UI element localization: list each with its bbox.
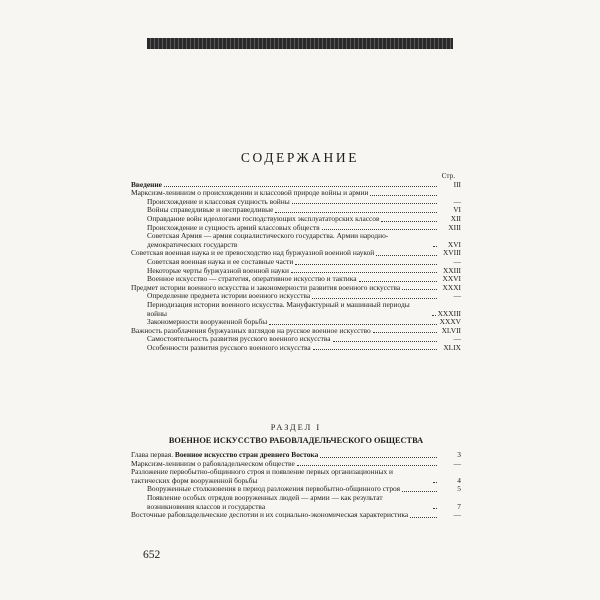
chapter-entry	[131, 511, 461, 520]
contents-entry	[131, 327, 461, 336]
contents-entry-page: XXXV	[439, 317, 461, 327]
leader-dots	[313, 349, 437, 350]
leader-dots	[297, 465, 437, 466]
chapter-entry	[131, 468, 461, 485]
leader-dots	[373, 332, 437, 333]
contents-entry-page: XXXIII	[437, 308, 461, 318]
contents-entry	[131, 232, 461, 249]
contents-entry-page: XVIII	[442, 248, 461, 258]
contents-entry-text: Советская военная наука и ее превосходство над буржуазной военной наукой	[131, 249, 375, 258]
contents-entry-text: Некоторые черты буржуазной военной науки	[147, 266, 289, 275]
contents-entry-text: Происхождение и классовая сущность войны	[147, 197, 290, 206]
contents-entry-text: Марксизм-ленинизм о происхождении и классовой природе войны и армии	[131, 189, 369, 198]
contents-entry	[131, 318, 461, 327]
contents-entry-page: —	[453, 334, 461, 344]
chapter-page: 3	[457, 450, 461, 459]
chapter-entry-text: Марксизм-ленинизм о рабовладельческом обществе	[131, 459, 295, 468]
chapter-entry-page: 5	[457, 484, 461, 494]
chapter-entry-page: 7	[457, 501, 461, 511]
chapter-heading-row	[131, 451, 461, 460]
contents-entry-text: Войны справедливые и несправедливые	[147, 206, 274, 215]
contents-entry-page: XIII	[448, 222, 461, 232]
leader-dots	[402, 289, 437, 290]
contents-entry-page: —	[453, 291, 461, 301]
contents-entry-text: Советская Армия — армия социалистического государства. Армии народно-демократических государств	[147, 232, 389, 249]
contents-entry	[131, 301, 461, 318]
chapter-title: Военное искусство стран древнего Востока	[174, 451, 319, 459]
contents-entry	[131, 198, 461, 207]
chapter-entry-text: Разложение первобытно-общинного строя и появление первых организационных и тактических форм вооруженной борьбы	[131, 468, 393, 485]
contents-entry	[131, 189, 461, 198]
leader-dots	[359, 281, 437, 282]
contents-entry	[131, 344, 461, 353]
contents-entry-page: XLVII	[441, 325, 461, 335]
contents-entry-page: XII	[450, 213, 461, 223]
leader-dots	[292, 203, 437, 204]
chapter-entry-page: 4	[457, 475, 461, 485]
contents-entry	[131, 249, 461, 258]
leader-dots	[295, 264, 437, 265]
leader-dots	[433, 508, 437, 509]
leader-dots	[164, 186, 437, 187]
top-decorative-rule	[147, 38, 453, 49]
contents-entry-text: Закономерности вооруженной борьбы	[147, 318, 268, 327]
leader-dots	[333, 341, 437, 342]
leader-dots	[410, 517, 437, 518]
contents-entry-page: XXVI	[442, 274, 461, 284]
contents-entry-page: —	[453, 196, 461, 206]
leader-dots	[322, 229, 437, 230]
page-number: 652	[143, 549, 161, 561]
contents-entry	[131, 275, 461, 284]
contents-entry-page: III	[453, 179, 461, 189]
contents-entry-page: XVI	[447, 239, 461, 249]
contents-entry-text: Предмет истории военного искусства и закономерности развития военного искусства	[131, 283, 401, 292]
contents-entry	[131, 224, 461, 233]
leader-dots	[370, 195, 437, 196]
contents-entry-text: Происхождение и сущность армий классовых обществ	[147, 223, 320, 232]
chapter-label: Глава первая.	[131, 451, 174, 459]
contents-entry-page: XXXI	[442, 282, 461, 292]
chapter-entry-page: —	[453, 510, 461, 520]
leader-dots	[376, 255, 437, 256]
chapter-entry	[131, 460, 461, 469]
contents-entry	[131, 284, 461, 293]
chapter-entry-text: Восточные рабовладельческие деспотии и их социально-экономическая характеристика	[131, 511, 409, 520]
leader-dots	[275, 212, 437, 213]
contents-entry-text: Советская военная наука и ее составные части	[147, 257, 294, 266]
leader-dots	[433, 246, 437, 247]
chapter-list	[131, 451, 461, 520]
chapter-entry	[131, 485, 461, 494]
contents-entry-text: Периодизация истории военного искусства. Мануфактурный и машинный периоды войны	[147, 300, 410, 318]
contents-entry	[131, 181, 461, 190]
chapter-entry	[131, 494, 461, 511]
chapter-entry-text: Появление особых отрядов вооруженных людей — армии — как результат возникновения классов и государства	[147, 493, 383, 511]
section-heading: РАЗДЕЛ I	[270, 423, 322, 432]
contents-entry	[131, 267, 461, 276]
leader-dots	[312, 298, 437, 299]
leader-dots	[381, 221, 437, 222]
leader-dots	[402, 491, 437, 492]
page-column-label: Стр.	[441, 172, 455, 180]
contents-entry-text: Самостоятельность развития русского военного искусства	[147, 335, 331, 344]
contents-entry-text: Военное искусство — стратегия, оперативное искусство и тактика	[147, 275, 357, 284]
contents-list	[131, 172, 461, 352]
contents-entry-text: Введение	[131, 180, 162, 189]
contents-entry-text: Особенности развития русского военного искусства	[147, 343, 311, 352]
contents-entry	[131, 206, 461, 215]
contents-entry	[131, 215, 461, 224]
leader-dots	[432, 315, 436, 316]
contents-entry-text: Важность разоблачения буржуазных взглядов на русское военное искусство	[131, 326, 371, 335]
leader-dots	[320, 457, 437, 458]
section-title: ВОЕННОЕ ИСКУССТВО РАБОВЛАДЕЛЬЧЕСКОГО ОБЩЕСТВА	[168, 436, 424, 445]
contents-entry	[131, 292, 461, 301]
contents-entry-page: XXIII	[442, 265, 461, 275]
contents-entry-text: Оправдание войн идеологами господствующих эксплуататорских классов	[147, 214, 380, 223]
contents-entry-page: —	[453, 256, 461, 266]
contents-entry-text: Определение предмета истории военного искусства	[147, 292, 311, 301]
page-title: СОДЕРЖАНИЕ	[240, 150, 360, 165]
chapter-entry-page: —	[453, 458, 461, 468]
contents-entry	[131, 335, 461, 344]
contents-entry-page: VI	[453, 205, 461, 215]
contents-entry-page: XLIX	[443, 342, 461, 352]
leader-dots	[291, 272, 437, 273]
contents-entry	[131, 258, 461, 267]
chapter-entry-text: Вооруженные столкновения в период разложения первобытно-общинного строя	[147, 485, 400, 494]
leader-dots	[433, 482, 437, 483]
leader-dots	[269, 324, 437, 325]
